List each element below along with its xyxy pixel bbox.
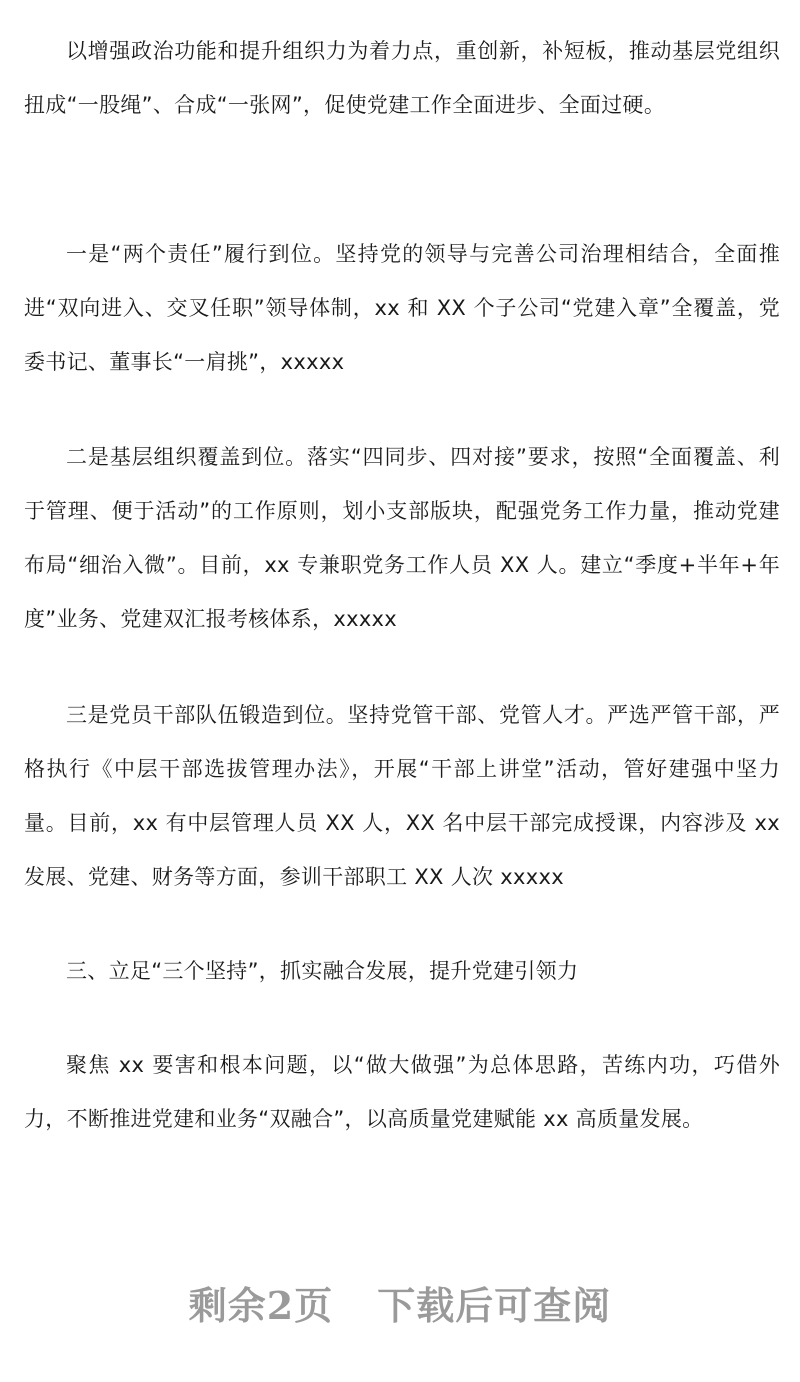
paragraph-responsibility: 一是“两个责任”履行到位。坚持党的领导与完善公司治理相结合，全面推进“双向进入、交叉任职”领导体制，xx 和 XX 个子公司“党建入章”全覆盖，党委书记、董事长“一肩挑”，xxxxx bbox=[24, 242, 780, 374]
section-heading: 三、立足“三个坚持”，抓实融合发展，提升党建引领力 bbox=[66, 959, 579, 983]
download-prompt[interactable] bbox=[0, 1275, 800, 1330]
paragraph-organization: 二是基层组织覆盖到位。落实“四同步、四对接”要求，按照“全面覆盖、利于管理、便于活动”的工作原则，划小支部版块，配强党务工作力量，推动党建布局“细治入微”。目前，xx 专兼职党务工作人员 XX 人。建立“季度+半年+年度”业务、党建双汇报考核体系，xxxxx bbox=[24, 445, 780, 631]
paragraph-integration: 聚焦 xx 要害和根本问题，以“做大做强”为总体思路，苦练内功，巧借外力，不断推进党建和业务“双融合”，以高质量党建赋能 xx 高质量发展。 bbox=[24, 1053, 780, 1131]
download-to-view-label: 下载后可查阅 bbox=[377, 1283, 612, 1328]
paragraph-intro: 以增强政治功能和提升组织力为着力点，重创新，补短板，推动基层党组织扭成“一股绳”、合成“一张网”，促使党建工作全面进步、全面过硬。 bbox=[24, 39, 780, 117]
paragraph-cadre: 三是党员干部队伍锻造到位。坚持党管干部、党管人才。严选严管干部，严格执行《中层干部选拔管理办法》，开展“干部上讲堂”活动，管好建强中坚力量。目前，xx 有中层管理人员 XX 人，XX 名中层干部完成授课，内容涉及 xx 发展、党建、财务等方面，参训干部职工 XX 人次 xxxxx bbox=[24, 703, 780, 889]
remaining-pages-label: 剩余2页 bbox=[188, 1283, 334, 1328]
